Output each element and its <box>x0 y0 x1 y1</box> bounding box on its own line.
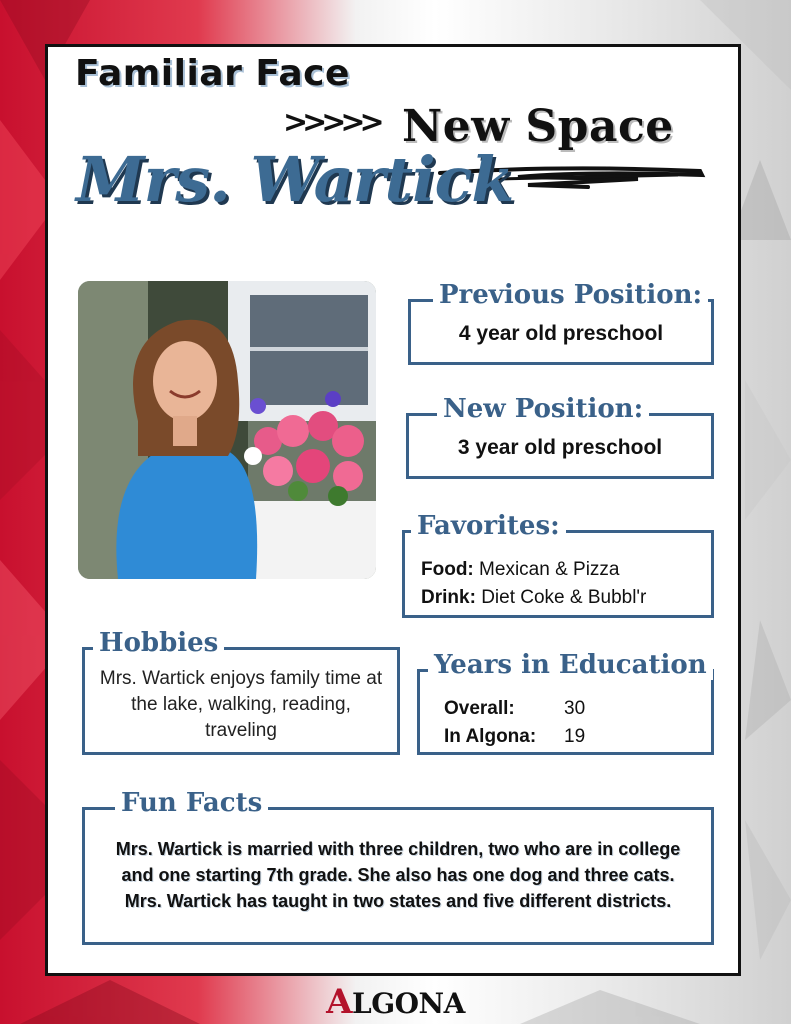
favorite-drink-value: Diet Coke & Bubbl'r <box>481 587 647 608</box>
teacher-name: Mrs. Wartick <box>76 143 514 216</box>
favorite-food-label: Food: <box>421 559 474 580</box>
fun-facts-text: Mrs. Wartick is married with three children, two who are in college and one starting 7th grade. She also has one dog and three cats. Mrs. Wartick has taught in two states and five different districts. <box>115 839 681 911</box>
favorite-food-value: Mexican & Pizza <box>479 559 620 580</box>
years-overall-row <box>444 698 515 720</box>
favorites-box <box>402 511 714 618</box>
favorites-title: Favorites: <box>411 511 566 541</box>
years-algona-value: 19 <box>564 726 586 747</box>
new-position-title: New Position: <box>437 394 649 424</box>
algona-logo <box>0 982 791 1022</box>
fun-facts-title: Fun Facts <box>115 788 268 818</box>
years-overall-label: Overall: <box>444 698 515 719</box>
hobbies-text: Mrs. Wartick enjoys family time at the lake, walking, reading, traveling <box>99 668 383 741</box>
favorite-drink-row <box>421 587 646 609</box>
teacher-photo <box>78 281 376 579</box>
previous-position-title: Previous Position: <box>433 280 708 310</box>
fun-facts-box <box>82 788 714 945</box>
headline-familiar-face: Familiar Face <box>75 53 350 94</box>
hobbies-title: Hobbies <box>93 628 224 658</box>
favorite-food-row <box>421 559 620 581</box>
previous-position-box <box>408 280 714 365</box>
new-position-value: 3 year old preschool <box>457 436 663 459</box>
headline-new-space: New Space <box>402 101 674 152</box>
favorite-drink-label: Drink: <box>421 587 476 608</box>
hobbies-box <box>82 628 400 755</box>
years-algona-label: In Algona: <box>444 726 537 747</box>
previous-position-value: 4 year old preschool <box>458 322 664 345</box>
years-education-box <box>417 650 714 755</box>
years-algona-row <box>444 726 536 748</box>
logo-initial: A <box>326 982 353 1022</box>
profile-card <box>45 44 741 976</box>
arrows-decoration: >>>>> <box>283 105 379 140</box>
years-overall-value: 30 <box>564 698 586 719</box>
years-education-title: Years in Education <box>428 650 713 680</box>
logo-rest: LGONA <box>352 987 465 1020</box>
new-position-box <box>406 394 714 479</box>
